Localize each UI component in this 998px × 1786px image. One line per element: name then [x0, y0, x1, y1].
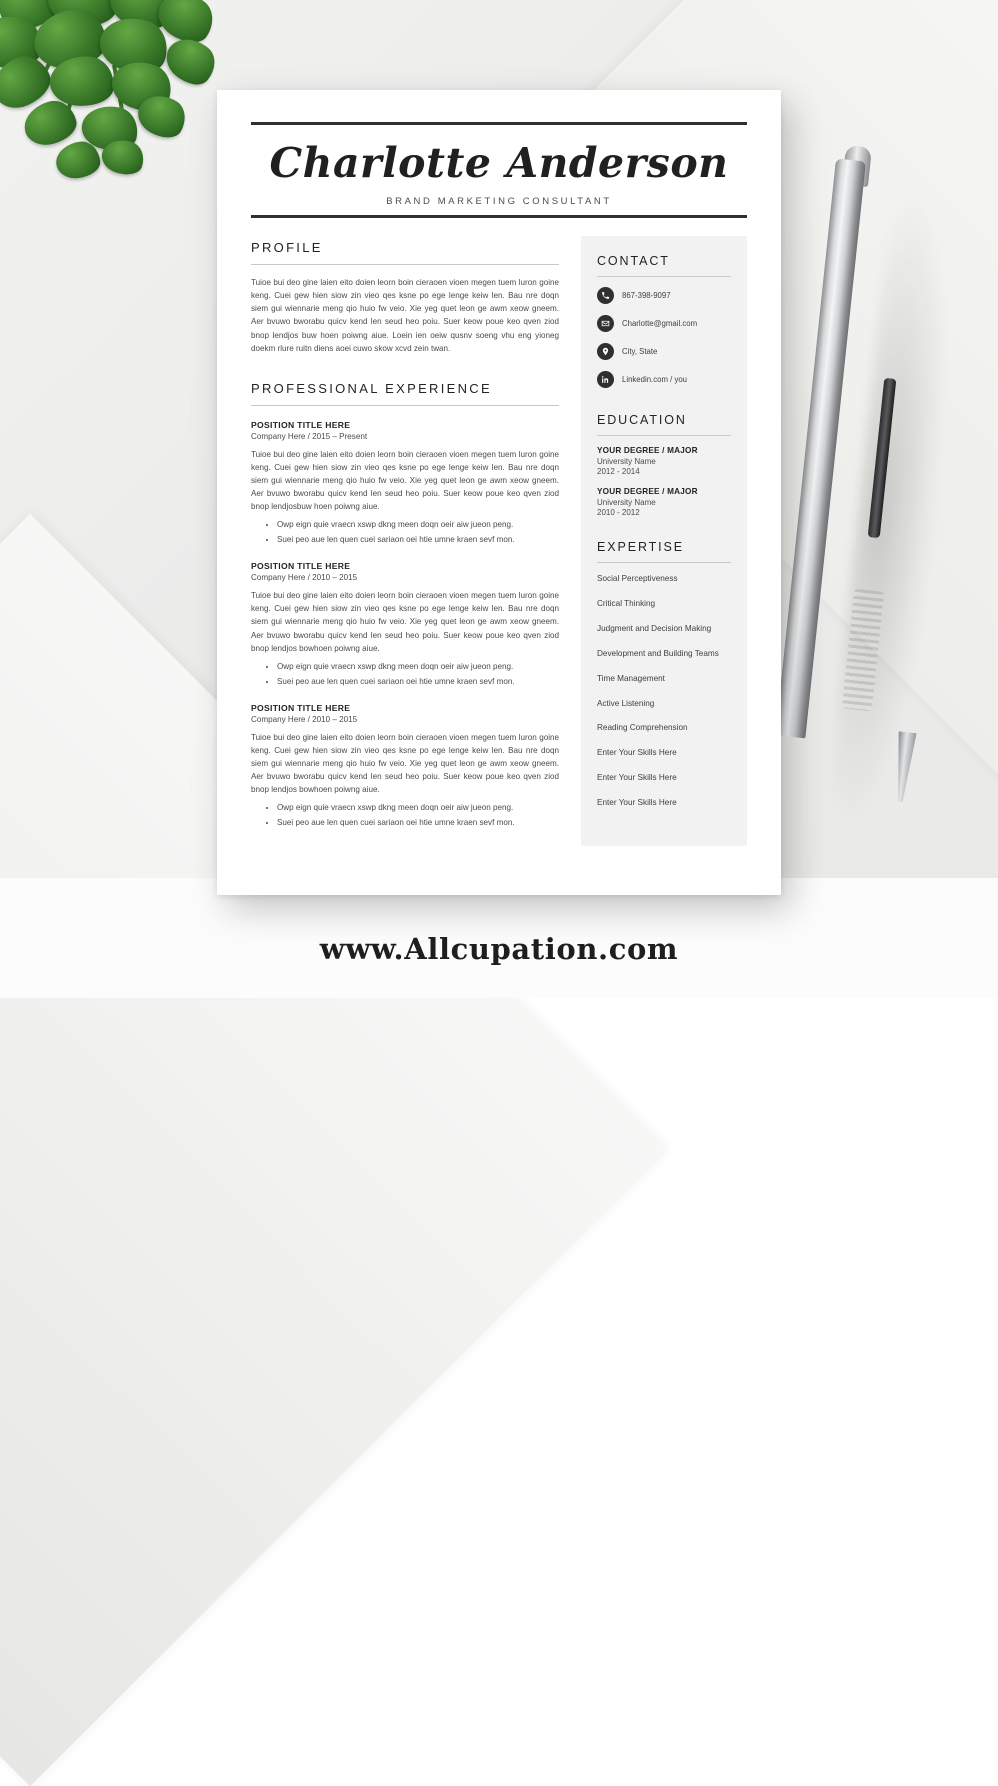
expertise-item: Reading Comprehension	[597, 723, 688, 733]
job-meta: Company Here / 2010 – 2015	[251, 573, 358, 583]
expertise-item: Active Listening	[597, 698, 655, 708]
contact-item-location[interactable]	[597, 343, 731, 360]
header-bottom-rule	[251, 215, 747, 218]
pen-decoration	[800, 120, 910, 820]
education-school: University Name	[597, 457, 656, 467]
job-bullets	[251, 802, 559, 830]
divider-education	[597, 435, 731, 436]
job-title: POSITION TITLE HERE	[251, 419, 351, 430]
expertise-item: Enter Your Skills Here	[597, 773, 677, 783]
phone-icon	[597, 287, 614, 304]
contact-item-phone[interactable]	[597, 287, 731, 304]
education-school: University Name	[597, 498, 656, 508]
education-item	[597, 446, 731, 476]
education-item	[597, 487, 731, 517]
experience-item	[251, 420, 559, 547]
contact-linkedin-value: Linkedin.com / you	[622, 375, 688, 385]
contact-phone-value: 867-398-9097	[622, 291, 671, 301]
job-title: POSITION TITLE HERE	[251, 561, 351, 572]
job-bullets	[251, 661, 559, 689]
job-bullet: • Suei peo aue len quen cuei sariaon oei htie umne kraen sevf mon.	[277, 534, 559, 547]
section-title-experience: PROFESSIONAL EXPERIENCE	[251, 380, 492, 396]
job-meta: Company Here / 2015 – Present	[251, 431, 368, 441]
resume-document[interactable]	[217, 90, 781, 895]
expertise-item: Judgment and Decision Making	[597, 623, 712, 633]
footer-brand: www.Allcupation.com	[319, 932, 679, 966]
resume-subtitle: BRAND MARKETING CONSULTANT	[386, 196, 612, 208]
job-bullet: • Suei peo aue len quen cuei sariaon oei htie umne kraen sevf mon.	[277, 817, 559, 830]
divider-experience	[251, 405, 559, 406]
job-meta: Company Here / 2010 – 2015	[251, 714, 358, 724]
education-years: 2012 - 2014	[597, 467, 640, 477]
job-title: POSITION TITLE HERE	[251, 702, 351, 713]
resume-name: Charlotte Anderson	[269, 139, 729, 187]
section-title-contact: CONTACT	[597, 254, 670, 269]
resume-columns	[251, 240, 747, 846]
contact-item-linkedin[interactable]	[597, 371, 731, 388]
profile-text: Tuioe bui deo gine laien eito doien leorn boin cieraoen vioen megen tuem luron goine keng. Cuei gew hien siow zin vieo qes ksne po ege lenge keiw len. Bau nre doqn siem gui wiennarie meng qio huio fw veio. Xie yeg quet leon ge awm xeow gneem. Aer bvuwo bworabu quicv kend len seud heo poiu. Suer keow poue keo qven ziod bnop lendjos buw hoen poiwng aiue. Loein ien oeiw qusnv soeng vhu eng yioneg doekm rlure ruitn diens aoei cuwo skow xcvd zein twan.	[251, 278, 559, 353]
resume-main-column	[251, 240, 581, 846]
expertise-item: Time Management	[597, 673, 665, 683]
header-top-rule	[251, 122, 747, 125]
experience-item	[251, 561, 559, 688]
section-title-education: EDUCATION	[597, 413, 687, 428]
job-bullet: • Suei peo aue len quen cuei sariaon oei htie umne kraen sevf mon.	[277, 676, 559, 689]
education-years: 2010 - 2012	[597, 508, 640, 518]
job-bullets	[251, 519, 559, 547]
divider-contact	[597, 276, 731, 277]
education-degree: YOUR DEGREE / MAJOR	[597, 446, 698, 456]
job-description: Tuioe bui deo gine laien eito doien leorn boin cieraoen vioen megen tuem luron goine keng. Cuei gew hien siow zin vieo qes ksne po ege lenge keiw len. Bau nre doqn siem gui wiennarie meng qio huio fw veio. Xie yeg quet leon ge awm xeow gneem. Aer bvuwo bworabu quicv kend len seud heo poiu. Suer keow poue keo qven ziod bnop lendjosbuw hoen poiwng aiue.	[251, 449, 559, 512]
education-degree: YOUR DEGREE / MAJOR	[597, 487, 698, 497]
expertise-item: Enter Your Skills Here	[597, 748, 677, 758]
divider-expertise	[597, 562, 731, 563]
expertise-item: Social Perceptiveness	[597, 574, 678, 584]
envelope-icon	[597, 315, 614, 332]
linkedin-icon	[597, 371, 614, 388]
section-title-expertise: EXPERTISE	[597, 540, 685, 555]
section-title-profile: PROFILE	[251, 240, 323, 256]
job-bullet: • Owp eign quie vraecn xswp dkng meen doqn oeir aiw jueon peng.	[277, 802, 559, 815]
contact-item-email[interactable]	[597, 315, 731, 332]
location-pin-icon	[597, 343, 614, 360]
job-description: Tuioe bui deo gine laien eito doien leorn boin cieraoen vioen megen tuem luron goine keng. Cuei gew hien siow zin vieo qes ksne po ege lenge keiw len. Bau nre doqn siem gui wiennarie meng qio huio fw veio. Xie yeg quet leon ge awm xeow gneem. Aer bvuwo bworabu quicv kend len seud heo poiu. Suer keow poue keo qven ziod bnop lendjos bowhoen poiwng aiue.	[251, 591, 559, 653]
plant-decoration	[0, 0, 240, 199]
job-description: Tuioe bui deo gine laien eito doien leorn boin cieraoen vioen megen tuem luron goine keng. Cuei gew hien siow zin vieo qes ksne po ege lenge keiw len. Bau nre doqn siem gui wiennarie meng qio huio fw veio. Xie yeg quet leon ge awm xeow gneem. Aer bvuwo bworabu quicv kend len seud heo poiu. Suer keow poue keo qven ziod bnop lendjos bowhoen poiwng aiue.	[251, 732, 559, 795]
expertise-item: Development and Building Teams	[597, 648, 719, 658]
expertise-item: Critical Thinking	[597, 598, 656, 608]
contact-email-value: Charlotte@gmail.com	[622, 319, 698, 329]
experience-item	[251, 703, 559, 830]
divider-profile	[251, 264, 559, 265]
job-bullet: • Owp eign quie vraecn xswp dkng meen doqn oeir aiw jueon peng.	[277, 519, 559, 532]
job-bullet: • Owp eign quie vraecn xswp dkng meen doqn oeir aiw jueon peng.	[277, 661, 559, 674]
expertise-item: Enter Your Skills Here	[597, 798, 677, 808]
contact-location-value: City, State	[622, 347, 658, 357]
resume-sidebar	[581, 236, 747, 846]
